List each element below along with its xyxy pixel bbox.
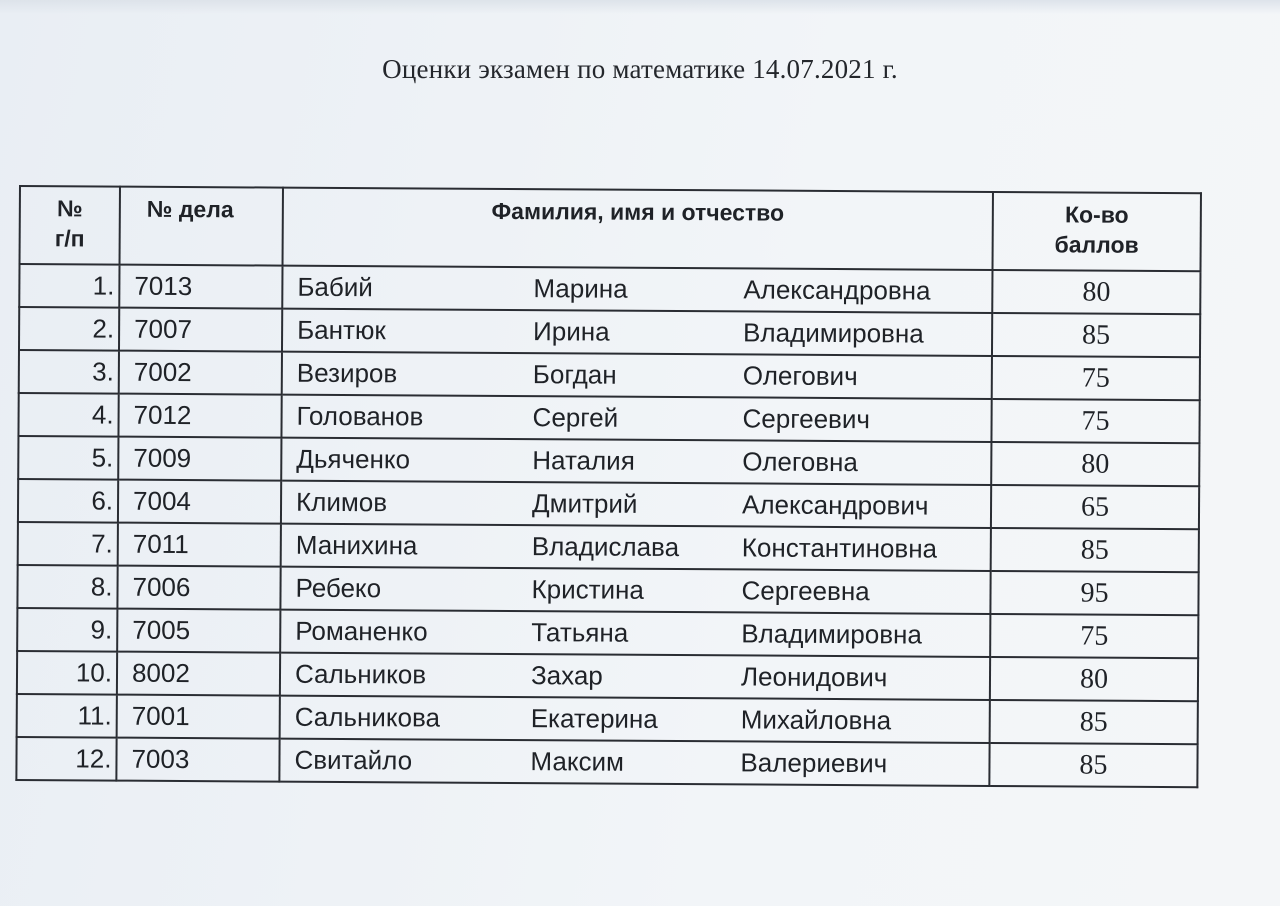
first-name: Марина: [533, 273, 628, 304]
surname: Бабий: [297, 271, 373, 303]
full-name: [279, 739, 989, 786]
case-number: 7013: [119, 265, 282, 309]
case-number: 7002: [119, 351, 282, 395]
surname: Бантюк: [297, 314, 386, 346]
surname: Сальников: [294, 658, 427, 690]
full-name: [281, 481, 991, 528]
table-row: [18, 393, 1199, 443]
document-title: Оценки экзамен по математике 14.07.2021 г.: [382, 54, 898, 84]
first-name: Максим: [530, 746, 625, 777]
header-row-number-label: № г/п: [54, 195, 85, 252]
first-name: Богдан: [532, 359, 617, 390]
surname: Манихина: [295, 529, 418, 561]
patronymic: Валериевич: [740, 747, 888, 779]
score: 75: [991, 399, 1199, 443]
row-number: 6.: [18, 479, 118, 523]
surname: Романенко: [295, 615, 428, 647]
case-number: 7003: [116, 738, 279, 782]
score: 75: [990, 614, 1198, 658]
surname: Везиров: [296, 357, 398, 389]
score: 65: [991, 485, 1199, 529]
patronymic: Владимировна: [741, 618, 922, 650]
full-name-parts: [296, 487, 990, 522]
full-name: [280, 567, 990, 614]
patronymic: Сергеевич: [742, 403, 871, 435]
row-number: 4.: [18, 393, 118, 437]
header-full-name: Фамилия, имя и отчество: [283, 188, 993, 270]
patronymic: Константиновна: [741, 532, 938, 564]
table-row: [19, 264, 1200, 314]
score: 85: [991, 528, 1199, 572]
score: 75: [992, 356, 1200, 400]
score: 85: [992, 313, 1200, 357]
case-number: 7001: [117, 695, 280, 739]
full-name: [281, 524, 991, 571]
full-name: [280, 610, 990, 657]
case-number: 8002: [117, 652, 280, 696]
surname: Сальникова: [294, 701, 441, 733]
surname: Климов: [295, 486, 388, 518]
patronymic: Александрович: [741, 489, 929, 521]
full-name-parts: [297, 358, 991, 393]
first-name: Сергей: [532, 402, 619, 433]
patronymic: Владимировна: [743, 317, 924, 349]
patronymic: Сергеевна: [741, 575, 870, 607]
row-number: 12.: [16, 737, 116, 781]
table-row: [17, 608, 1198, 658]
header-case-number: № дела: [120, 187, 283, 266]
full-name-parts: [297, 272, 991, 307]
row-number: 3.: [19, 350, 119, 394]
full-name-parts: [295, 616, 989, 651]
row-number: 10.: [17, 651, 117, 695]
score: 80: [992, 270, 1200, 314]
row-number: 7.: [18, 522, 118, 566]
full-name: [281, 395, 991, 442]
case-number: 7011: [118, 523, 281, 567]
patronymic: Александровна: [743, 274, 931, 306]
full-name: [281, 438, 991, 485]
patronymic: Михайловна: [740, 704, 892, 736]
full-name-parts: [295, 659, 989, 694]
table-body: [16, 264, 1200, 787]
full-name-parts: [296, 401, 990, 436]
score: 85: [989, 743, 1197, 787]
header-row: [20, 186, 1201, 271]
full-name-parts: [296, 444, 990, 479]
patronymic: Леонидович: [740, 661, 888, 693]
first-name: Захар: [530, 660, 603, 691]
first-name: Ирина: [533, 316, 610, 347]
first-name: Кристина: [531, 574, 645, 605]
patronymic: Олеговна: [742, 446, 858, 478]
full-name: [280, 696, 990, 743]
table-row: [17, 694, 1198, 744]
full-name: [282, 352, 992, 399]
page-edge: [0, 0, 1280, 14]
patronymic: Олегович: [742, 360, 858, 392]
case-number: 7012: [118, 394, 281, 438]
full-name: [282, 309, 992, 356]
header-score-label: Ко-во баллов: [1054, 201, 1139, 258]
row-number: 1.: [19, 264, 119, 308]
full-name-parts: [297, 315, 991, 350]
surname: Ребеко: [295, 572, 382, 604]
case-number: 7005: [117, 609, 280, 653]
case-number: 7006: [117, 566, 280, 610]
row-number: 5.: [18, 436, 118, 480]
full-name-parts: [296, 530, 990, 565]
first-name: Владислава: [531, 531, 680, 563]
first-name: Екатерина: [530, 703, 658, 734]
full-name: [280, 653, 990, 700]
table-row: [18, 436, 1199, 486]
header-score: [992, 192, 1200, 271]
surname: Свитайло: [294, 744, 413, 776]
table-row: [18, 522, 1199, 572]
score: 85: [990, 700, 1198, 744]
first-name: Дмитрий: [531, 488, 638, 519]
table-row: [18, 479, 1199, 529]
score: 80: [991, 442, 1199, 486]
row-number: 2.: [19, 307, 119, 351]
table-row: [19, 307, 1200, 357]
score: 95: [990, 571, 1198, 615]
surname: Дьяченко: [296, 443, 411, 475]
table-row: [17, 651, 1198, 701]
surname: Голованов: [296, 400, 424, 432]
case-number: 7004: [118, 480, 281, 524]
table-row: [16, 737, 1197, 787]
row-number: 9.: [17, 608, 117, 652]
table-row: [17, 565, 1198, 615]
first-name: Наталия: [532, 445, 635, 476]
case-number: 7009: [118, 437, 281, 481]
row-number: 8.: [17, 565, 117, 609]
full-name-parts: [294, 745, 988, 780]
grades-table: [15, 185, 1202, 788]
first-name: Татьяна: [531, 617, 629, 648]
full-name-parts: [295, 573, 989, 608]
header-row-number: [20, 186, 120, 265]
score: 80: [990, 657, 1198, 701]
table-row: [19, 350, 1200, 400]
row-number: 11.: [17, 694, 117, 738]
full-name-parts: [295, 702, 989, 737]
case-number: 7007: [119, 308, 282, 352]
full-name: [282, 266, 992, 313]
